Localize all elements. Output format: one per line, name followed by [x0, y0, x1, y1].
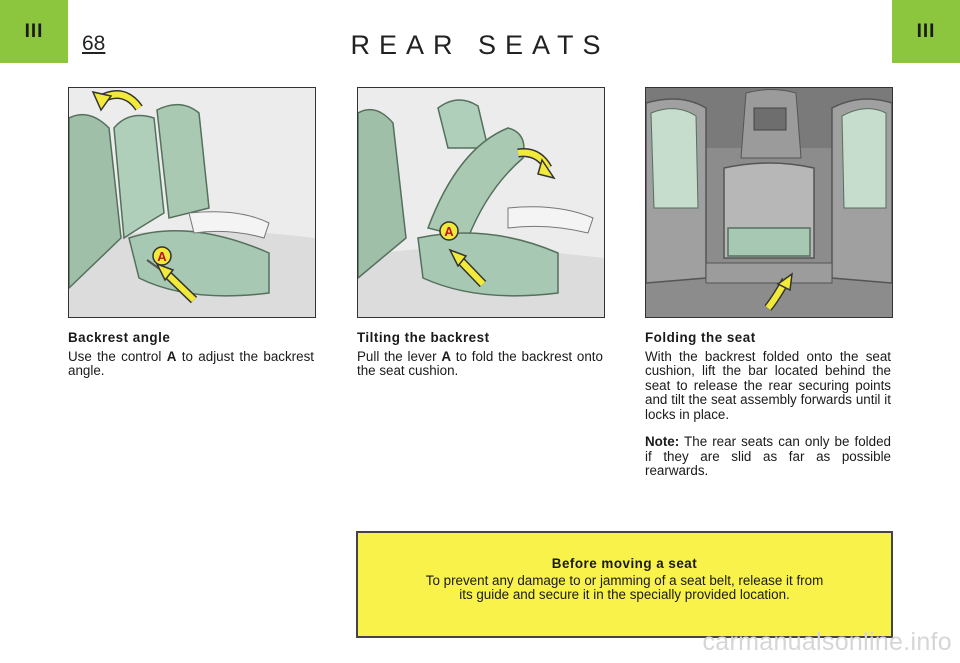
section-folding-seat	[645, 331, 891, 479]
page-title: REAR SEATS	[350, 30, 610, 60]
chapter-tab-right: III	[892, 0, 960, 63]
body-text: Use the control	[68, 348, 167, 364]
section-body	[68, 350, 314, 379]
note-text: The rear seats can only be folded if they are slid as far as possible rearwards.	[645, 434, 891, 478]
section-tilting-backrest	[357, 331, 603, 379]
callout-body: To prevent any damage to or jamming of a seat belt, release it from its guide and secure it in the specially provided location.	[425, 572, 824, 602]
section-body: With the backrest folded onto the seat cushion, lift the bar located behind the seat to release the rear securing points and tilt the seat assembly forwards until it locks in place.	[645, 348, 891, 422]
figure-tilting-backrest	[357, 87, 605, 318]
control-label: A	[166, 348, 177, 364]
section-heading: Tilting the backrest	[357, 330, 490, 345]
figure-backrest-angle	[68, 87, 316, 318]
chapter-tab-left: III	[0, 0, 68, 63]
figure-callout-a: A	[157, 249, 167, 264]
figure-callout-a-2: A	[444, 224, 454, 239]
figure-folding-seat	[645, 87, 893, 318]
section-backrest-angle	[68, 331, 314, 379]
callout-heading: Before moving a seat	[551, 556, 698, 571]
watermark: carmanualsonline.info	[702, 628, 952, 656]
body-text: to fold the backrest onto the seat cushion.	[357, 348, 603, 378]
section-heading: Backrest angle	[68, 330, 171, 345]
callout-box	[356, 531, 893, 638]
note-label: Note:	[645, 434, 680, 449]
section-heading: Folding the seat	[645, 330, 756, 345]
control-label: A	[441, 348, 451, 364]
page-number: 68	[82, 32, 106, 55]
section-body	[357, 350, 603, 379]
note-paragraph	[645, 435, 891, 479]
body-text: Pull the lever	[357, 348, 442, 364]
body-text: to adjust the backrest angle.	[68, 348, 314, 378]
